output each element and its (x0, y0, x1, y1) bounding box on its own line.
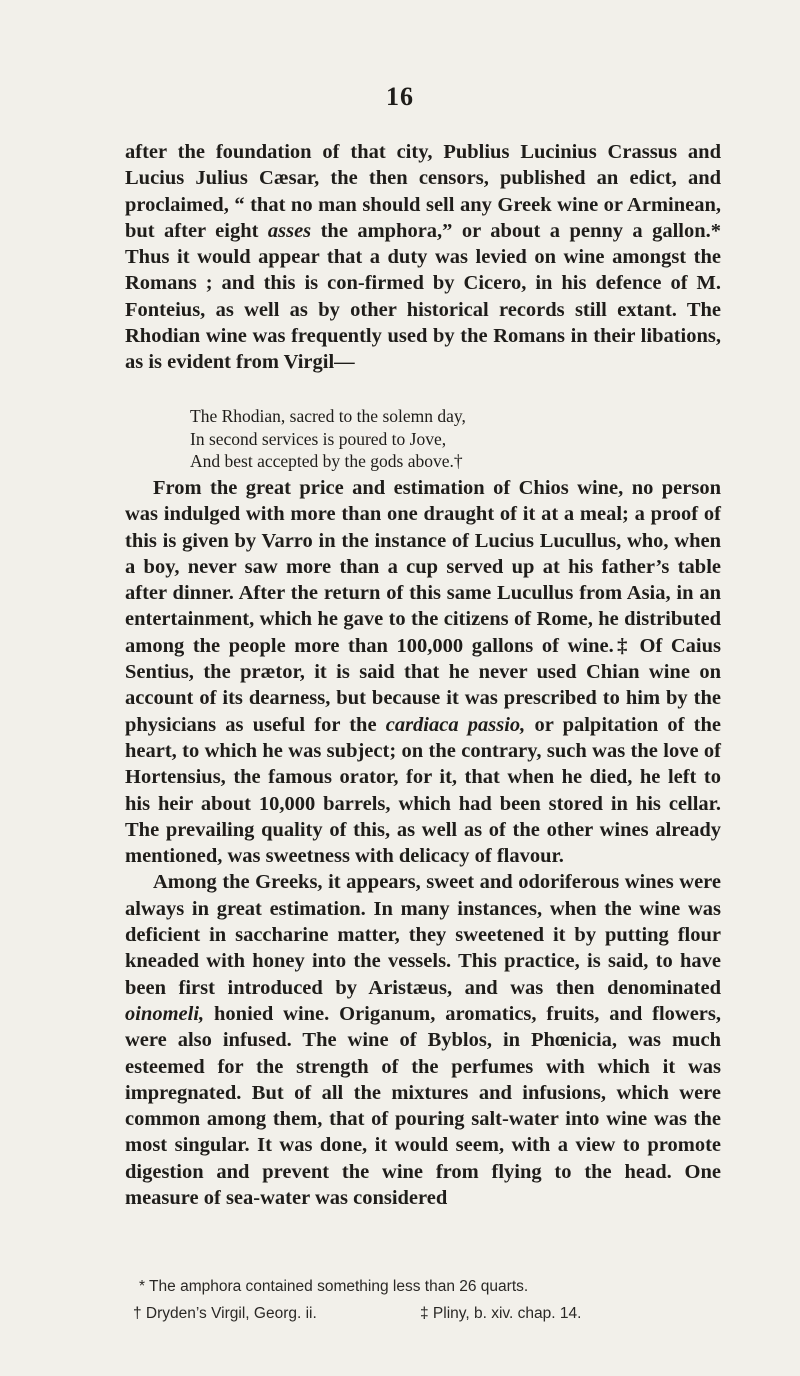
footnote-row (133, 1300, 733, 1327)
footnotes (133, 1273, 733, 1327)
paragraph-text: the amphora,” or about a penny a gallon.* Thus it would appear that a duty was levied on wine amongst the Romans ; and this is con-firmed by Cicero, in his defence of M. Fonteius, as well as by other historical records still extant. The Rhodian wine was frequently used by the Romans in their libations, as is evident from Virgil— (125, 219, 721, 374)
paragraph-text: honied wine. Origanum, aromatics, fruits, and flowers, were also infused. The wine of Byblos, in Phœnicia, was much esteemed for the strength of the perfumes with which it was impregnated. But of all the mixtures and infusions, which were common among them, that of pouring salt-water into wine was the most singular. It was done, it would seem, with a view to promote digestion and prevent the wine from flying to the head. One measure of sea-water was considered (125, 1002, 721, 1210)
paragraph-chios (125, 475, 721, 869)
italic-term: asses (267, 219, 312, 242)
verse-line: And best accepted by the gods above.† (190, 451, 463, 471)
page-number: 16 (386, 82, 414, 111)
paragraph-greeks (125, 869, 721, 1211)
paragraph-text: or palpitation of the heart, to which he was subject; on the contrary, such was the love of Hortensius, the famous orator, for it, that when he died, he left to his heir about 10,000 barrels, which had been stored in his cellar. The prevailing quality of this, as well as of the other wines already mentioned, was sweetness with delicacy of flavour. (125, 713, 721, 868)
opening-paragraph (125, 139, 721, 376)
verse-line: In second services is poured to Jove, (190, 428, 447, 449)
italic-term: cardiaca passio, (385, 713, 526, 736)
paragraph-text: Among the Greeks, it appears, sweet and odoriferous wines were always in great estimation. In many instances, when the wine was deficient in saccharine matter, they sweetened it by putting flour kneaded with honey into the vessels. This practice, is said, to have been first introduced by Aristæus, and was then denominated (125, 871, 721, 999)
main-text-block (125, 475, 721, 1211)
paragraph-text: From the great price and estimation of Chios wine, no person was indulged with more than one draught of it at a meal; a proof of this is given by Varro in the instance of Lucius Lucullus, who, when a boy, never saw more than a cup served up at his father’s table after dinner. After the return of this same Lucullus from Asia, in an entertainment, which he gave to the citizens of Rome, he distributed among the people more than 100,000 gallons of wine.‡ Of Caius Sentius, the prætor, it is said that he never used Chian wine on account of its dearness, but because it was prescribed to him by the physicians as useful for the (125, 477, 721, 736)
footnote: ‡ Pliny, b. xiv. chap. 14. (420, 1305, 582, 1322)
paragraph-text: after the foundation of that city, Publius Lucinius Crassus and Lucius Julius Cæsar, the then censors, published an edict, and proclaimed, “ that no man should sell any Greek wine or Arminean, but after eight (125, 141, 721, 242)
verse-quotation (190, 405, 710, 473)
footnote: * The amphora contained something less than 26 quarts. (139, 1278, 529, 1295)
verse-line: The Rhodian, sacred to the solemn day, (190, 406, 466, 426)
italic-term: oinomeli, (125, 1002, 205, 1025)
footnote: † Dryden’s Virgil, Georg. ii. (133, 1305, 317, 1322)
